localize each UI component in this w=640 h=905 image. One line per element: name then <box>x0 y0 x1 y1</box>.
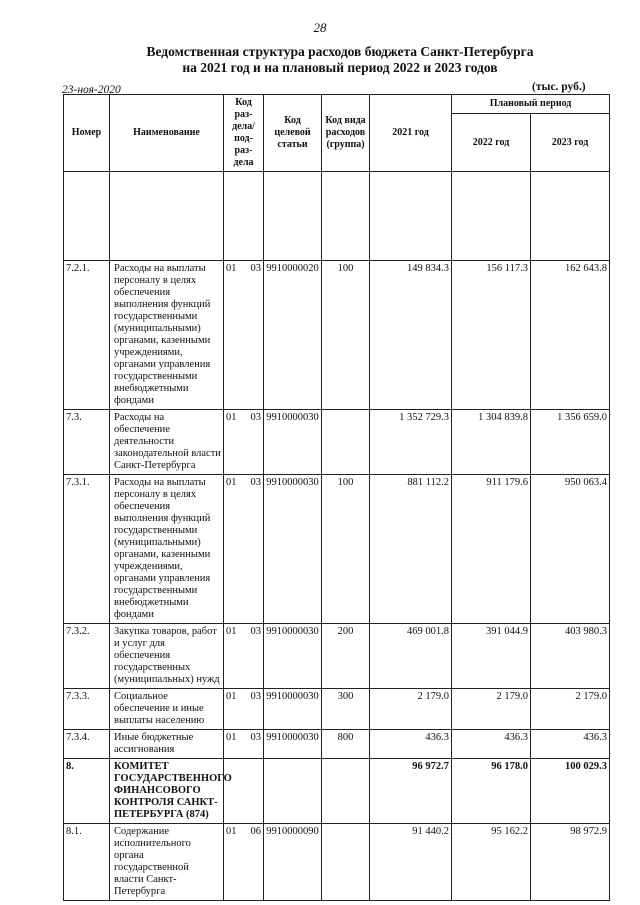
table-row <box>64 759 610 824</box>
row-value-2023: 403 980.3 <box>531 624 610 689</box>
title-line-1: Ведомственная структура расходов бюджета Санкт-Петербурга <box>146 44 534 59</box>
row-number: 7.2.1. <box>64 261 110 410</box>
row-subsection-code: 03 <box>244 624 264 689</box>
document-date: 23-ноя-2020 <box>62 84 121 96</box>
row-value-2021: 96 972.7 <box>370 759 452 824</box>
row-target-code: 9910000030 <box>264 410 322 475</box>
row-value-2022: 911 179.6 <box>452 475 531 624</box>
row-subsection-code <box>244 759 264 824</box>
row-value-2022: 156 117.3 <box>452 261 531 410</box>
row-value-2023: 2 179.0 <box>531 689 610 730</box>
table-row <box>64 689 610 730</box>
header-kind: Код вида расходов (группа) <box>322 95 370 172</box>
row-value-2023: 950 063.4 <box>531 475 610 624</box>
row-value-2023: 436.3 <box>531 730 610 759</box>
title-line-2: на 2021 год и на плановый период 2022 и 2023 годов <box>182 60 498 75</box>
row-section-code: 01 <box>224 475 244 624</box>
row-subsection-code: 03 <box>244 410 264 475</box>
row-value-2021: 1 352 729.3 <box>370 410 452 475</box>
row-value-2023: 100 029.3 <box>531 759 610 824</box>
row-value-2021: 2 179.0 <box>370 689 452 730</box>
header-2021: 2021 год <box>370 95 452 172</box>
page-number: 28 <box>313 20 327 35</box>
row-value-2022: 96 178.0 <box>452 759 531 824</box>
row-number: 7.3.4. <box>64 730 110 759</box>
row-name: Расходы на выплаты персоналу в целях обеспечения выполнения функций государственными (муниципальными) органами, казенными учреждениями, органами управления государственными внебюджетными фондами <box>110 475 224 624</box>
table-row <box>64 824 610 901</box>
row-name: Социальное обеспечение и иные выплаты населению <box>110 689 224 730</box>
row-section-code: 01 <box>224 261 244 410</box>
header-name: Наименование <box>110 95 224 172</box>
header-section: Код раз-дела/ под-раз-дела <box>224 95 264 172</box>
row-name: Расходы на выплаты персоналу в целях обеспечения выполнения функций государственными (муниципальными) органами, казенными учреждениями, органами управления государственными внебюджетными фондами <box>110 261 224 410</box>
row-value-2021: 881 112.2 <box>370 475 452 624</box>
row-value-2022: 436.3 <box>452 730 531 759</box>
row-kind-code: 300 <box>322 689 370 730</box>
row-target-code: 9910000020 <box>264 261 322 410</box>
document-title <box>60 44 620 76</box>
row-section-code <box>224 759 244 824</box>
row-value-2021: 91 440.2 <box>370 824 452 901</box>
row-subsection-code: 03 <box>244 730 264 759</box>
header-2022: 2022 год <box>452 114 531 172</box>
budget-table <box>63 94 610 901</box>
row-name: Расходы на обеспечение деятельности законодательной власти Санкт-Петербурга <box>110 410 224 475</box>
row-value-2021: 149 834.3 <box>370 261 452 410</box>
table-row <box>64 410 610 475</box>
row-name: КОМИТЕТ ГОСУДАРСТВЕННОГО ФИНАНСОВОГО КОНТРОЛЯ САНКТ-ПЕТЕРБУРГА (874) <box>110 759 224 824</box>
row-kind-code <box>322 410 370 475</box>
row-value-2023: 162 643.8 <box>531 261 610 410</box>
row-value-2021: 469 001.8 <box>370 624 452 689</box>
row-value-2022: 95 162.2 <box>452 824 531 901</box>
row-kind-code: 100 <box>322 475 370 624</box>
row-number: 7.3.1. <box>64 475 110 624</box>
row-subsection-code: 03 <box>244 475 264 624</box>
row-subsection-code: 03 <box>244 261 264 410</box>
table-row <box>64 624 610 689</box>
row-section-code: 01 <box>224 624 244 689</box>
row-kind-code: 800 <box>322 730 370 759</box>
header-target: Код целевой статьи <box>264 95 322 172</box>
table-row <box>64 730 610 759</box>
row-section-code: 01 <box>224 689 244 730</box>
row-kind-code <box>322 759 370 824</box>
row-section-code: 01 <box>224 410 244 475</box>
row-subsection-code: 06 <box>244 824 264 901</box>
header-plan-period: Плановый период <box>452 95 610 114</box>
row-kind-code: 100 <box>322 261 370 410</box>
row-value-2023: 98 972.9 <box>531 824 610 901</box>
row-section-code: 01 <box>224 730 244 759</box>
row-section-code: 01 <box>224 824 244 901</box>
header-2023: 2023 год <box>531 114 610 172</box>
row-value-2022: 1 304 839.8 <box>452 410 531 475</box>
row-number: 7.3. <box>64 410 110 475</box>
row-target-code: 9910000030 <box>264 624 322 689</box>
row-target-code: 9910000030 <box>264 689 322 730</box>
row-name: Закупка товаров, работ и услуг для обеспечения государственных (муниципальных) нужд <box>110 624 224 689</box>
row-number: 7.3.3. <box>64 689 110 730</box>
row-value-2023: 1 356 659.0 <box>531 410 610 475</box>
row-target-code: 9910000030 <box>264 730 322 759</box>
row-target-code: 9910000030 <box>264 475 322 624</box>
table-row <box>64 261 610 410</box>
row-subsection-code: 03 <box>244 689 264 730</box>
header-number: Номер <box>64 95 110 172</box>
row-number: 7.3.2. <box>64 624 110 689</box>
row-kind-code: 200 <box>322 624 370 689</box>
row-name: Иные бюджетные ассигнования <box>110 730 224 759</box>
row-value-2022: 391 044.9 <box>452 624 531 689</box>
row-name: Содержание исполнительного органа государственной власти Санкт-Петербурга <box>110 824 224 901</box>
row-number: 8.1. <box>64 824 110 901</box>
row-value-2022: 2 179.0 <box>452 689 531 730</box>
row-number: 8. <box>64 759 110 824</box>
row-target-code <box>264 759 322 824</box>
row-value-2021: 436.3 <box>370 730 452 759</box>
units-label: (тыс. руб.) <box>532 81 586 93</box>
row-target-code: 9910000090 <box>264 824 322 901</box>
header-spacer-row <box>64 172 610 261</box>
row-kind-code <box>322 824 370 901</box>
table-row <box>64 475 610 624</box>
